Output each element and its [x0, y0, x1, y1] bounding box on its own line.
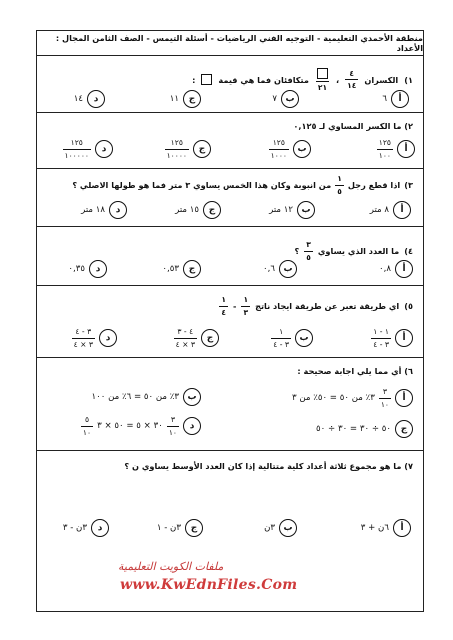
question-1-stem: ١) الكسران $\frac{٤}{١٤}$ ، ٢١ متكافئان فما هي قيمة :	[192, 68, 413, 92]
option-c[interactable]: ج $\frac{١٢٥}{١٠٠٠٠}$	[165, 139, 211, 159]
option-d[interactable]: د ١٤	[74, 90, 105, 108]
blank-box	[201, 74, 212, 85]
option-d[interactable]: د $\frac{١٢٥}{١٠٠٠٠٠}$	[63, 139, 113, 159]
option-b[interactable]: ب $\frac{١}{٣ - ٤}$	[271, 328, 313, 348]
question-2-stem: ٢) ما الكسر المساوي لـ ٠,١٢٥	[293, 121, 413, 131]
watermark-url: www.KwEdnFiles.Com	[120, 577, 298, 593]
option-a[interactable]: أ ٦	[382, 90, 409, 108]
option-b[interactable]: ب ٣ن	[264, 519, 297, 537]
option-b[interactable]: ب $\frac{١٢٥}{١٠٠٠}$	[269, 139, 311, 159]
option-c[interactable]: ج ١١	[170, 90, 201, 108]
header-title: منطقة الأحمدي التعليمية - التوجيه الفني الرياضيات - أسئلة التيمس - الصف الثامن المجال : الأعداد	[55, 33, 423, 53]
option-d[interactable]: د ١٨ متر	[81, 201, 127, 219]
question-3-stem: ٣) اذا قطع رجل $\frac{١}{٥}$ من انبوبة وكان هذا الخمس يساوي ٣ متر فما هو طولها الاصلي ؟	[72, 174, 413, 196]
question-7-stem: ٧) ما هو مجموع ثلاثة أعداد كلية متتالية إذا كان العدد الأوسط يساوي ن ؟	[124, 461, 413, 471]
option-d[interactable]: د $\frac{٣}{١٠}$ ٣٠ × ٥ = ٥٠ × ٣ $\frac{٥}{١٠}$	[81, 416, 201, 436]
exam-header	[37, 31, 423, 56]
option-b[interactable]: ب ١٢ متر	[269, 201, 315, 219]
blank-box	[317, 68, 328, 79]
option-c[interactable]: ج ١٥ متر	[175, 201, 221, 219]
option-a[interactable]: أ ٠,٨	[379, 260, 413, 278]
option-b[interactable]: ب ٧	[272, 90, 299, 108]
exam-sheet	[36, 30, 424, 612]
option-d[interactable]: د $\frac{٣ - ٤}{٣ \times ٤}$	[72, 328, 117, 348]
question-6	[37, 358, 423, 451]
option-c[interactable]: ج ٣ن - ١	[157, 519, 203, 537]
question-3	[37, 169, 423, 227]
option-c[interactable]: ج $\frac{٤ - ٣}{٣ \times ٤}$	[174, 328, 219, 348]
option-a[interactable]: أ $\frac{١ - ١}{٣ - ٤}$	[371, 328, 413, 348]
option-a[interactable]: أ ٦ن + ٣	[361, 519, 411, 537]
question-4	[37, 227, 423, 286]
question-1	[37, 55, 423, 113]
option-c[interactable]: ج ٥٠ ÷ ٣٠ = ٣٠ ÷ ٥٠	[316, 420, 413, 438]
option-a[interactable]: أ $\frac{١٢٥}{١٠٠}$	[377, 139, 415, 159]
option-a[interactable]: أ $\frac{٣}{١٠}$ ٣٪ من ٥٠ = ٥٠٪ من ٣	[292, 388, 413, 408]
question-6-stem: ٦) أي مما يلي اجابة صحيحة :	[297, 366, 413, 376]
option-a[interactable]: أ ٨ متر	[370, 201, 411, 219]
question-4-stem: ٤) ما العدد الذي يساوي $\frac{٣}{٥}$ ؟	[294, 240, 413, 262]
question-5	[37, 286, 423, 358]
option-d[interactable]: د ٠,٣٥	[68, 260, 107, 278]
fraction-blank: ٢١	[315, 68, 330, 92]
question-2	[37, 113, 423, 169]
fraction: $\frac{٤}{١٤}$	[347, 68, 357, 91]
option-c[interactable]: ج ٠,٥٣	[162, 260, 201, 278]
option-d[interactable]: د ٣ن - ٣	[63, 519, 109, 537]
question-5-stem: ٥) اي طريقة تعبر عن طريقة ايجاد ناتج $\frac{١}{٣}$ - $\frac{١}{٤}$	[221, 295, 413, 317]
option-b[interactable]: ب ٠,٦	[263, 260, 297, 278]
option-b[interactable]: ب ٣٪ من ٥٠ = ٦٪ من ١٠٠	[92, 388, 201, 406]
watermark-arabic: ملفات الكويت التعليمية	[118, 560, 224, 573]
